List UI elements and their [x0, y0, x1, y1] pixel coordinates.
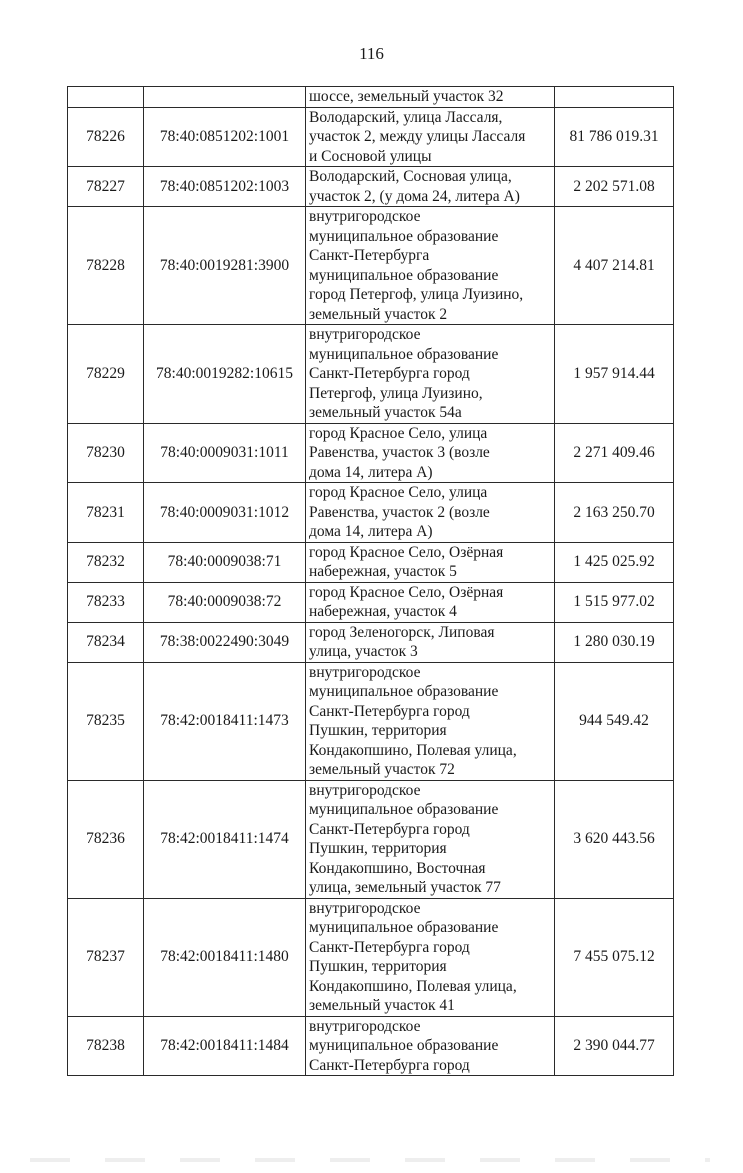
row-number-cell: 78230 — [68, 423, 144, 483]
address-cell: город Зеленогорск, Липовая улица, участок 3 — [306, 622, 555, 662]
row-number-cell: 78226 — [68, 107, 144, 167]
address-cell: шоссе, земельный участок 32 — [306, 87, 555, 108]
table-row — [68, 898, 674, 1016]
table-row — [68, 582, 674, 622]
table-row — [68, 167, 674, 207]
cadastral-value-cell: 4 407 214.81 — [555, 207, 674, 325]
address-cell: внутригородское муниципальное образование Санкт-Петербурга город Пушкин, территория Кондакопшино, Полевая улица, земельный участок 72 — [306, 662, 555, 780]
table-row — [68, 207, 674, 325]
cadastral-value-cell: 1 280 030.19 — [555, 622, 674, 662]
cadastral-value-cell: 2 390 044.77 — [555, 1016, 674, 1076]
row-number-cell: 78235 — [68, 662, 144, 780]
table-row — [68, 423, 674, 483]
table-row — [68, 87, 674, 108]
address-cell: внутригородское муниципальное образование Санкт-Петербурга муниципальное образование город Петергоф, улица Луизино, земельный участок 2 — [306, 207, 555, 325]
cadastral-value-cell: 1 425 025.92 — [555, 542, 674, 582]
row-number-cell: 78237 — [68, 898, 144, 1016]
row-number-cell: 78236 — [68, 780, 144, 898]
cadastral-value-cell: 944 549.42 — [555, 662, 674, 780]
cadastral-value-cell: 3 620 443.56 — [555, 780, 674, 898]
cadastral-value-cell: 81 786 019.31 — [555, 107, 674, 167]
cadastral-number-cell: 78:40:0851202:1003 — [144, 167, 306, 207]
table-row — [68, 1016, 674, 1076]
address-cell: город Красное Село, улица Равенства, участок 3 (возле дома 14, литера А) — [306, 423, 555, 483]
address-cell: внутригородское муниципальное образование Санкт-Петербурга город Пушкин, территория Кондакопшино, Полевая улица, земельный участок 41 — [306, 898, 555, 1016]
cadastral-number-cell: 78:42:0018411:1474 — [144, 780, 306, 898]
row-number-cell: 78232 — [68, 542, 144, 582]
cadastral-value-cell: 1 515 977.02 — [555, 582, 674, 622]
address-cell: Володарский, Сосновая улица, участок 2, (у дома 24, литера А) — [306, 167, 555, 207]
cadastral-number-cell — [144, 87, 306, 108]
page-number: 116 — [359, 44, 384, 63]
table-row — [68, 325, 674, 424]
cadastral-value-cell: 1 957 914.44 — [555, 325, 674, 424]
cadastral-number-cell: 78:40:0019282:10615 — [144, 325, 306, 424]
cadastral-value-cell — [555, 87, 674, 108]
address-cell: внутригородское муниципальное образование Санкт-Петербурга город Пушкин, территория Кондакопшино, Восточная улица, земельный участок 77 — [306, 780, 555, 898]
row-number-cell: 78238 — [68, 1016, 144, 1076]
table-row — [68, 622, 674, 662]
cadastral-number-cell: 78:42:0018411:1484 — [144, 1016, 306, 1076]
row-number-cell: 78231 — [68, 483, 144, 543]
table-row — [68, 662, 674, 780]
address-cell: внутригородское муниципальное образование Санкт-Петербурга город Петергоф, улица Луизино, земельный участок 54а — [306, 325, 555, 424]
cadastral-number-cell: 78:42:0018411:1473 — [144, 662, 306, 780]
table-row — [68, 542, 674, 582]
cadastral-value-cell: 2 163 250.70 — [555, 483, 674, 543]
cadastral-number-cell: 78:40:0009038:72 — [144, 582, 306, 622]
land-plot-registry-table — [67, 86, 674, 1076]
cadastral-number-cell: 78:40:0019281:3900 — [144, 207, 306, 325]
table-row — [68, 483, 674, 543]
cadastral-number-cell: 78:40:0851202:1001 — [144, 107, 306, 167]
row-number-cell — [68, 87, 144, 108]
cadastral-number-cell: 78:40:0009031:1012 — [144, 483, 306, 543]
row-number-cell: 78227 — [68, 167, 144, 207]
row-number-cell: 78233 — [68, 582, 144, 622]
row-number-cell: 78229 — [68, 325, 144, 424]
table-row — [68, 107, 674, 167]
cadastral-value-cell: 2 271 409.46 — [555, 423, 674, 483]
row-number-cell: 78234 — [68, 622, 144, 662]
address-cell: внутригородское муниципальное образование Санкт-Петербурга город — [306, 1016, 555, 1076]
address-cell: город Красное Село, Озёрная набережная, участок 5 — [306, 542, 555, 582]
cadastral-value-cell: 2 202 571.08 — [555, 167, 674, 207]
cadastral-number-cell: 78:40:0009031:1011 — [144, 423, 306, 483]
address-cell: город Красное Село, улица Равенства, участок 2 (возле дома 14, литера А) — [306, 483, 555, 543]
scan-edge-artifact — [30, 1158, 710, 1162]
address-cell: Володарский, улица Лассаля, участок 2, между улицы Лассаля и Сосновой улицы — [306, 107, 555, 167]
cadastral-number-cell: 78:42:0018411:1480 — [144, 898, 306, 1016]
cadastral-value-cell: 7 455 075.12 — [555, 898, 674, 1016]
row-number-cell: 78228 — [68, 207, 144, 325]
cadastral-number-cell: 78:38:0022490:3049 — [144, 622, 306, 662]
cadastral-number-cell: 78:40:0009038:71 — [144, 542, 306, 582]
address-cell: город Красное Село, Озёрная набережная, участок 4 — [306, 582, 555, 622]
table-row — [68, 780, 674, 898]
